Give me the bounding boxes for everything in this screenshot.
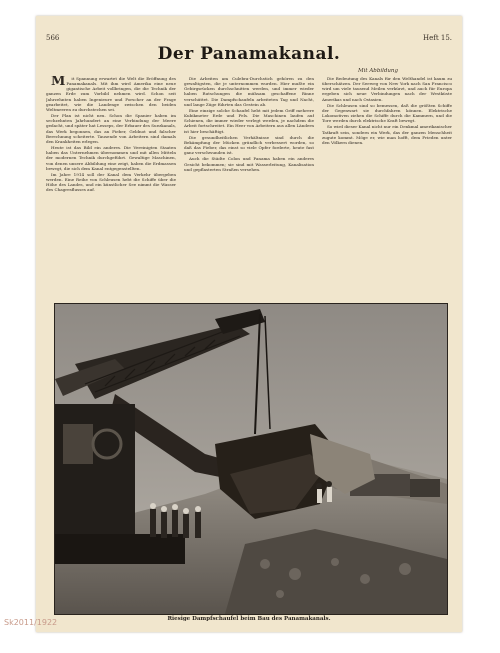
paragraph: Heute ist das Bild ein anderes. Die Vereinigten Staaten haben das Unternehmen übernommen und mit allen Mitteln der modernen Technik durchgeführt. Gewaltige Maschinen, von denen unsere Abbildung eine zeigt, haben die Erdmassen bewegt, die sich dem Kanal entgegenstellten. xyxy=(46,145,176,171)
text-column-1 xyxy=(46,76,176,296)
page-sheet xyxy=(36,16,462,632)
photo-caption: Riesige Dampfschaufel beim Bau des Panamakanals. xyxy=(167,616,331,622)
paragraph: Die Arbeiten am Culebra-Durchstich gehören zu den gewaltigsten, die je unternommen wurden. Hier mußte ein Gebirgsrücken durchschnitten werden, und immer wieder haben Rutschungen die mühsam geschaffene Rinne verschüttet. Die Dampfschaufeln arbeiteten Tag und Nacht, und lange Züge führten das Gestein ab. xyxy=(184,76,314,107)
text-column-2 xyxy=(184,76,314,296)
article-body xyxy=(46,76,452,296)
inventory-stamp: Sk2011/1922 xyxy=(4,618,58,627)
article-title: Der Panamakanal. xyxy=(157,44,341,64)
paragraph: Auch die Städte Colon und Panama haben ein anderes Gesicht bekommen; sie sind mit Wasserleitung, Kanalisation und gepflasterten Straßen versehen. xyxy=(184,156,314,172)
paragraph: Die gesundheitlichen Verhältnisse sind durch die Bekämpfung der Mücken gründlich verbessert worden, so daß das Fieber, das einst so viele Opfer forderte, heute fast ganz verschwunden ist. xyxy=(184,134,314,156)
paragraph: Die Schleusen sind so bemessen, daß die größten Schiffe der Gegenwart sie durchfahren können. Elektrische Lokomotiven ziehen die Schiffe durch die Kammern, und die Tore werden durch elektrische Kraft bewegt. xyxy=(322,102,452,124)
steam-shovel-photo xyxy=(54,303,448,615)
issue-label: Heft 15. xyxy=(422,34,452,42)
paragraph: Die Bedeutung des Kanals für den Welthandel ist kaum zu überschätzen. Der Seeweg von New York nach San Francisco wird um viele tausend Meilen verkürzt, und auch für Europa ergeben sich neue Verbindungen nach der Westküste Amerikas und nach Ostasien. xyxy=(322,76,452,102)
text-column-3 xyxy=(322,76,452,296)
article-subtitle: Mit Abbildung xyxy=(357,68,398,74)
paragraph: Eine einzige solche Schaufel hebt mit jedem Griff mehrere Kubikmeter Erde und Fels. Die Maschinen laufen auf Schienen, die immer wieder verlegt werden, je nachdem die Arbeit fortschreitet. Ein Heer von Arbeitern aus allen Ländern ist hier beschäftigt. xyxy=(184,107,314,134)
paragraph: Mit Spannung erwartet die Welt die Eröffnung des Panamakanals. Mit ihm wird Amerika eine neue gigantische Arbeit vollbringen, die die Technik der ganzen Erde zum Vorbild nehmen wird. Schon seit Jahrzehnten haben Ingenieure und Forscher an der Frage gearbeitet, wie die Landenge zwischen den beiden Weltmeeren zu durchstechen sei. xyxy=(46,76,176,112)
page-number: 566 xyxy=(46,34,60,42)
paragraph: Der Plan ist nicht neu. Schon die Spanier haben im sechzehnten Jahrhundert an eine Verbindung der Meere gedacht, und später hat Lesseps, der Erbauer des Suezkanals, das Werk begonnen, das an Fieber, Geldnot und falscher Berechnung scheiterte. Tausende von Arbeitern sind damals den Krankheiten erlegen. xyxy=(46,113,176,144)
paragraph: So wird dieser Kanal nicht nur ein Denkmal amerikanischer Tatkraft sein, sondern ein Werk, das der ganzen Menschheit zugute kommt. Möge er, wie man hofft, dem Frieden unter den Völkern dienen. xyxy=(322,124,452,145)
paragraph: Im Jahre 1914 soll der Kanal dem Verkehr übergeben werden. Eine Reihe von Schleusen hebt die Schiffe über die Höhe des Landes, und ein künstlicher See nimmt die Wasser des Chagresflusses auf. xyxy=(46,171,176,193)
